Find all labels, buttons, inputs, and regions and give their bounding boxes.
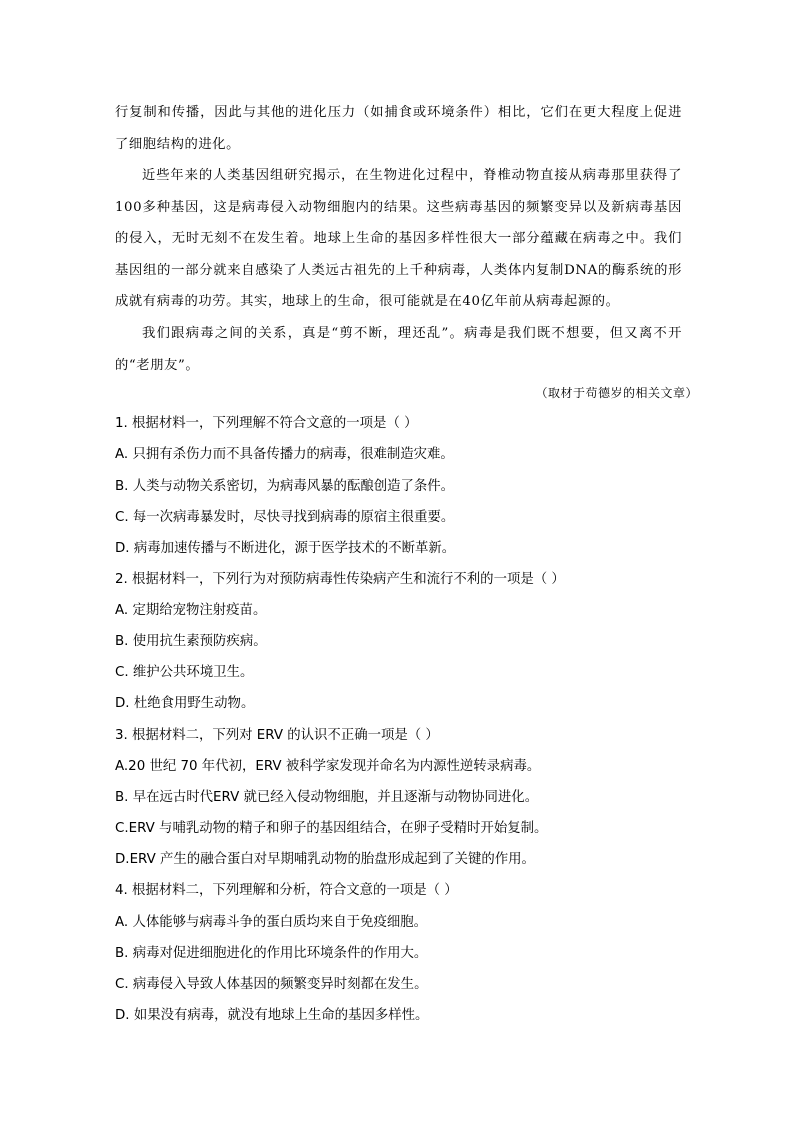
question-4-option-a: A. 人体能够与病毒斗争的蛋白质均来自于免疫细胞。 <box>115 915 428 930</box>
question-3-option-d: D.ERV 产生的融合蛋白对早期哺乳动物的胎盘形成起到了关键的作用。 <box>115 852 535 867</box>
question-1-option-a: A. 只拥有杀伤力而不具备传播力的病毒，很难制造灾难。 <box>115 447 454 462</box>
passage-paragraph-1: 行复制和传播，因此与其他的进化压力（如捕食或环境条件）相比，它们在更大程度上促进了细胞结构的进化。 <box>115 105 682 152</box>
question-2-option-c: C. 维护公共环境卫生。 <box>115 665 254 680</box>
question-4-stem: 4. 根据材料二，下列理解和分析，符合文意的一项是（ ） <box>115 883 458 898</box>
question-2-option-a: A. 定期给宠物注射疫苗。 <box>115 603 267 618</box>
question-1-option-c: C. 每一次病毒暴发时，尽快寻找到病毒的原宿主很重要。 <box>115 510 455 525</box>
question-1-stem: 1. 根据材料一，下列理解不符合文意的一项是（ ） <box>115 416 418 431</box>
question-2-option-d: D. 杜绝食用野生动物。 <box>115 696 255 711</box>
question-4-option-c: C. 病毒侵入导致人体基因的频繁变异时刻都在发生。 <box>115 977 428 992</box>
question-2-stem: 2. 根据材料一，下列行为对预防病毒性传染病产生和流行不利的一项是（ ） <box>115 572 565 587</box>
question-3-option-b: B. 早在远古时代ERV 就已经入侵动物细胞，并且逐渐与动物协同进化。 <box>115 790 539 805</box>
passage-paragraph-3: 我们跟病毒之间的关系，真是“剪不断，理还乱”。病毒是我们既不想要，但又离不开的“老朋友”。 <box>115 326 682 373</box>
question-1-option-d: D. 病毒加速传播与不断进化，源于医学技术的不断革新。 <box>115 541 456 556</box>
question-1-option-b: B. 人类与动物关系密切，为病毒风暴的酝酿创造了条件。 <box>115 479 455 494</box>
question-4-option-d: D. 如果没有病毒，就没有地球上生命的基因多样性。 <box>115 1008 429 1023</box>
question-2-option-b: B. 使用抗生素预防疾病。 <box>115 634 267 649</box>
question-3-option-a: A.20 世纪 70 年代初，ERV 被科学家发现并命名为内源性逆转录病毒。 <box>115 759 541 774</box>
source-attribution: （取材于茍德岁的相关文章） <box>535 386 698 400</box>
question-3-option-c: C.ERV 与哺乳动物的精子和卵子的基因组结合，在卵子受精时开始复制。 <box>115 821 548 836</box>
question-4-option-b: B. 病毒对促进细胞进化的作用比环境条件的作用大。 <box>115 946 428 961</box>
passage-paragraph-2: 近些年来的人类基因组研究揭示，在生物进化过程中，脊椎动物直接从病毒那里获得了100多种基因，这是病毒侵入动物细胞内的结果。这些病毒基因的频繁变异以及新病毒基因的侵入，无时无刻不在发生着。地球上生命的基因多样性很大一部分蕴藏在病毒之中。我们基因组的一部分就来自感染了人类远古祖先的上千种病毒，人类体内复制DNA的酶系统的形成就有病毒的功劳。其实，地球上的生命，很可能就是在40亿年前从病毒起源的。 <box>115 168 682 310</box>
question-3-stem: 3. 根据材料二，下列对 ERV 的认识不正确一项是（ ） <box>115 728 439 743</box>
